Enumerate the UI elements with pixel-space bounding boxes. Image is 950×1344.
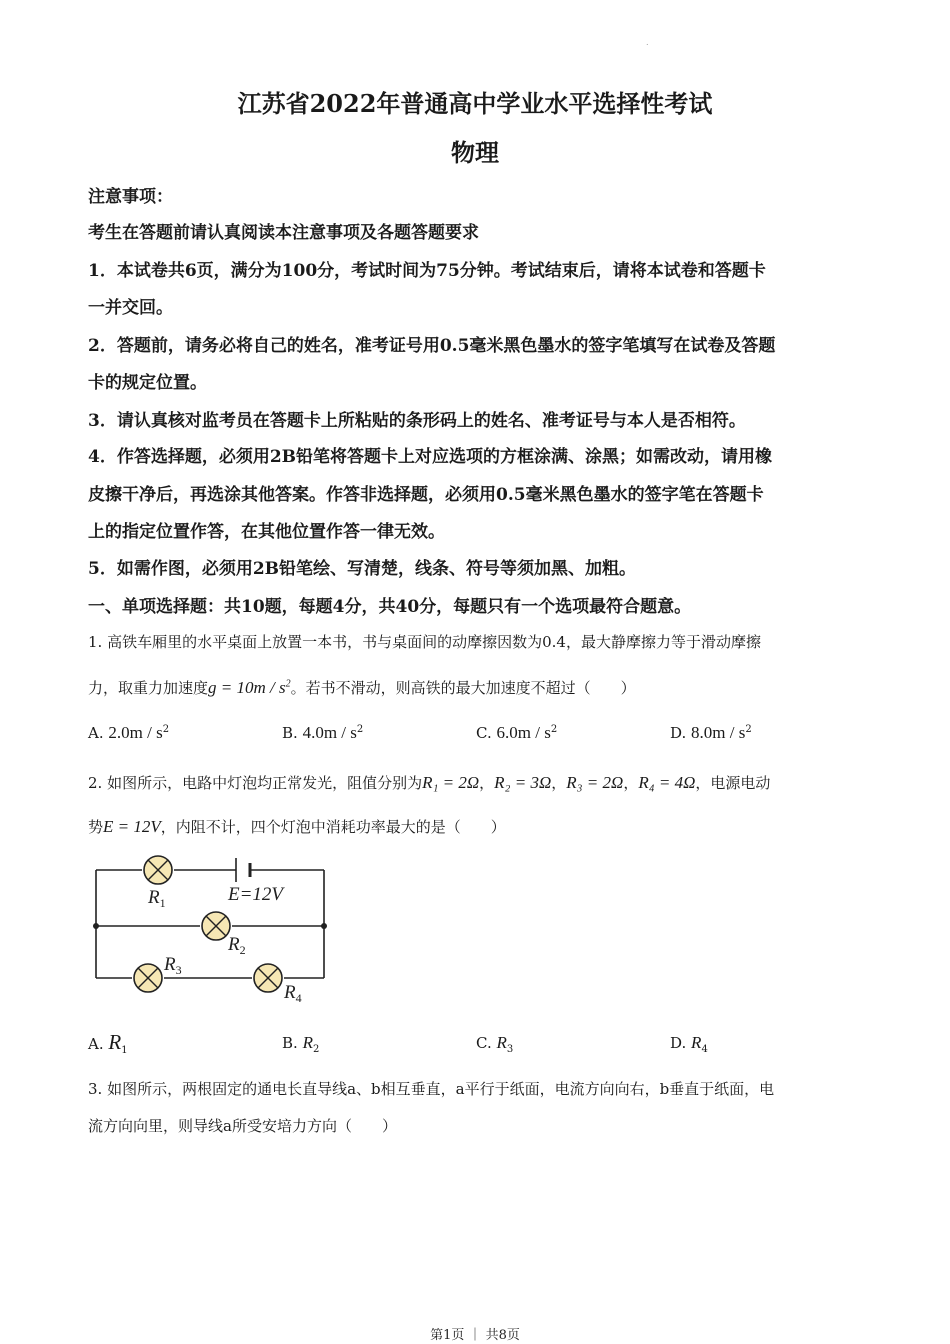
q2-r1-value: R₁ = 2Ω <box>422 773 480 792</box>
notice-intro: 考生在答题前请认真阅读本注意事项及各题答题要求 <box>88 223 479 243</box>
q1-line-2-post: 。若书不滑动，则高铁的最大加速度不超过（ ） <box>290 679 636 697</box>
notice-item-4-line-3: 上的指定位置作答，在其他位置作答一律无效。 <box>88 522 445 542</box>
q2-option-c[interactable]: C. $R_3$ <box>476 1033 514 1055</box>
q1-line-2 <box>88 677 636 698</box>
notice-item-4-line-1: 4．作答选择题，必须用2B铅笔将答题卡上对应选项的方框涂满、涂黑；如需改动，请用橡 <box>88 447 773 467</box>
q1-gravity-expression: $g = 10m / s^2$ <box>208 678 291 697</box>
q2-option-b[interactable]: B. $R_2$ <box>282 1033 320 1055</box>
q1-option-b[interactable]: B. $4.0m / s^2$ <box>282 723 364 742</box>
q2-option-d[interactable]: D. $R_4$ <box>670 1033 708 1055</box>
q1-option-a[interactable]: A. $2.0m / s^2$ <box>88 723 170 742</box>
label-r3: $R_3$ <box>164 954 182 977</box>
lamp-r2-icon <box>202 912 230 940</box>
label-r1: $R_1$ <box>148 887 166 910</box>
notice-item-1-line-1: 1．本试卷共6页，满分为100分，考试时间为75分钟。考试结束后，请将本试卷和答题卡 <box>88 261 766 281</box>
scan-mark: . <box>646 38 649 47</box>
exam-title: 江苏省2022年普通高中学业水平选择性考试 <box>237 89 713 118</box>
junction-left <box>93 923 99 929</box>
notice-item-5: 5．如需作图，必须用2B铅笔绘、写清楚，线条、符号等须加黑、加粗。 <box>88 559 637 579</box>
lamp-r3-icon <box>134 964 162 992</box>
q2-r2-value: R₂ = 3Ω <box>494 773 552 792</box>
q2-r4-value: R₄ = 4Ω <box>638 773 696 792</box>
notice-item-2-line-2: 卡的规定位置。 <box>88 373 207 393</box>
notice-heading: 注意事项： <box>88 187 173 207</box>
lamp-r4-icon <box>254 964 282 992</box>
notice-item-1-line-2: 一并交回。 <box>88 298 173 318</box>
label-r2: $R_2$ <box>228 934 246 957</box>
q1-line-1: 1. 高铁车厢里的水平桌面上放置一本书，书与桌面间的动摩擦因数为0.4，最大静摩擦力等于滑动摩擦 <box>88 633 761 651</box>
section-1-heading: 一、单项选择题：共10题，每题4分，共40分，每题只有一个选项最符合题意。 <box>88 597 692 617</box>
q2-circuit-diagram <box>80 848 350 1018</box>
q1-line-2-pre: 力，取重力加速度 <box>88 679 209 697</box>
q1-option-c[interactable]: C. $6.0m / s^2$ <box>476 723 558 742</box>
subject-title: 物理 <box>451 138 499 167</box>
lamp-r1-icon <box>144 856 172 884</box>
q2-line-2: 势E = 12V，内阻不计，四个灯泡中消耗功率最大的是（ ） <box>88 817 506 836</box>
label-r4: $R_4$ <box>284 982 302 1005</box>
q3-line-1: 3. 如图所示，两根固定的通电长直导线a、b相互垂直，a平行于纸面，电流方向向右，b垂直于纸面，电 <box>88 1080 775 1098</box>
q3-line-2: 流方向向里，则导线a所受安培力方向（ ） <box>88 1117 397 1135</box>
notice-item-2-line-1: 2．答题前，请务必将自己的姓名，准考证号用0.5毫米黑色墨水的签字笔填写在试卷及答题 <box>88 336 776 356</box>
notice-item-3: 3．请认真核对监考员在答题卡上所粘贴的条形码上的姓名、准考证号与本人是否相符。 <box>88 411 746 431</box>
page-footer: 第1页 ｜ 共8页 <box>430 1328 520 1343</box>
q2-emf-value: E = 12V <box>103 817 161 836</box>
notice-item-4-line-2: 皮擦干净后，再选涂其他答案。作答非选择题，必须用0.5毫米黑色墨水的签字笔在答题卡 <box>88 485 764 505</box>
q2-r3-value: R₃ = 2Ω <box>566 773 624 792</box>
junction-right <box>321 923 327 929</box>
q2-line-1: 2. 如图所示，电路中灯泡均正常发光，阻值分别为R₁ = 2Ω，R₂ = 3Ω，R₃ = 2Ω，R₄ = 4Ω，电源电动 <box>88 773 771 792</box>
label-emf: E=12V <box>228 884 284 905</box>
q2-option-a[interactable]: A. $R_1$ <box>88 1030 128 1056</box>
q1-option-d[interactable]: D. $8.0m / s^2$ <box>670 723 752 742</box>
